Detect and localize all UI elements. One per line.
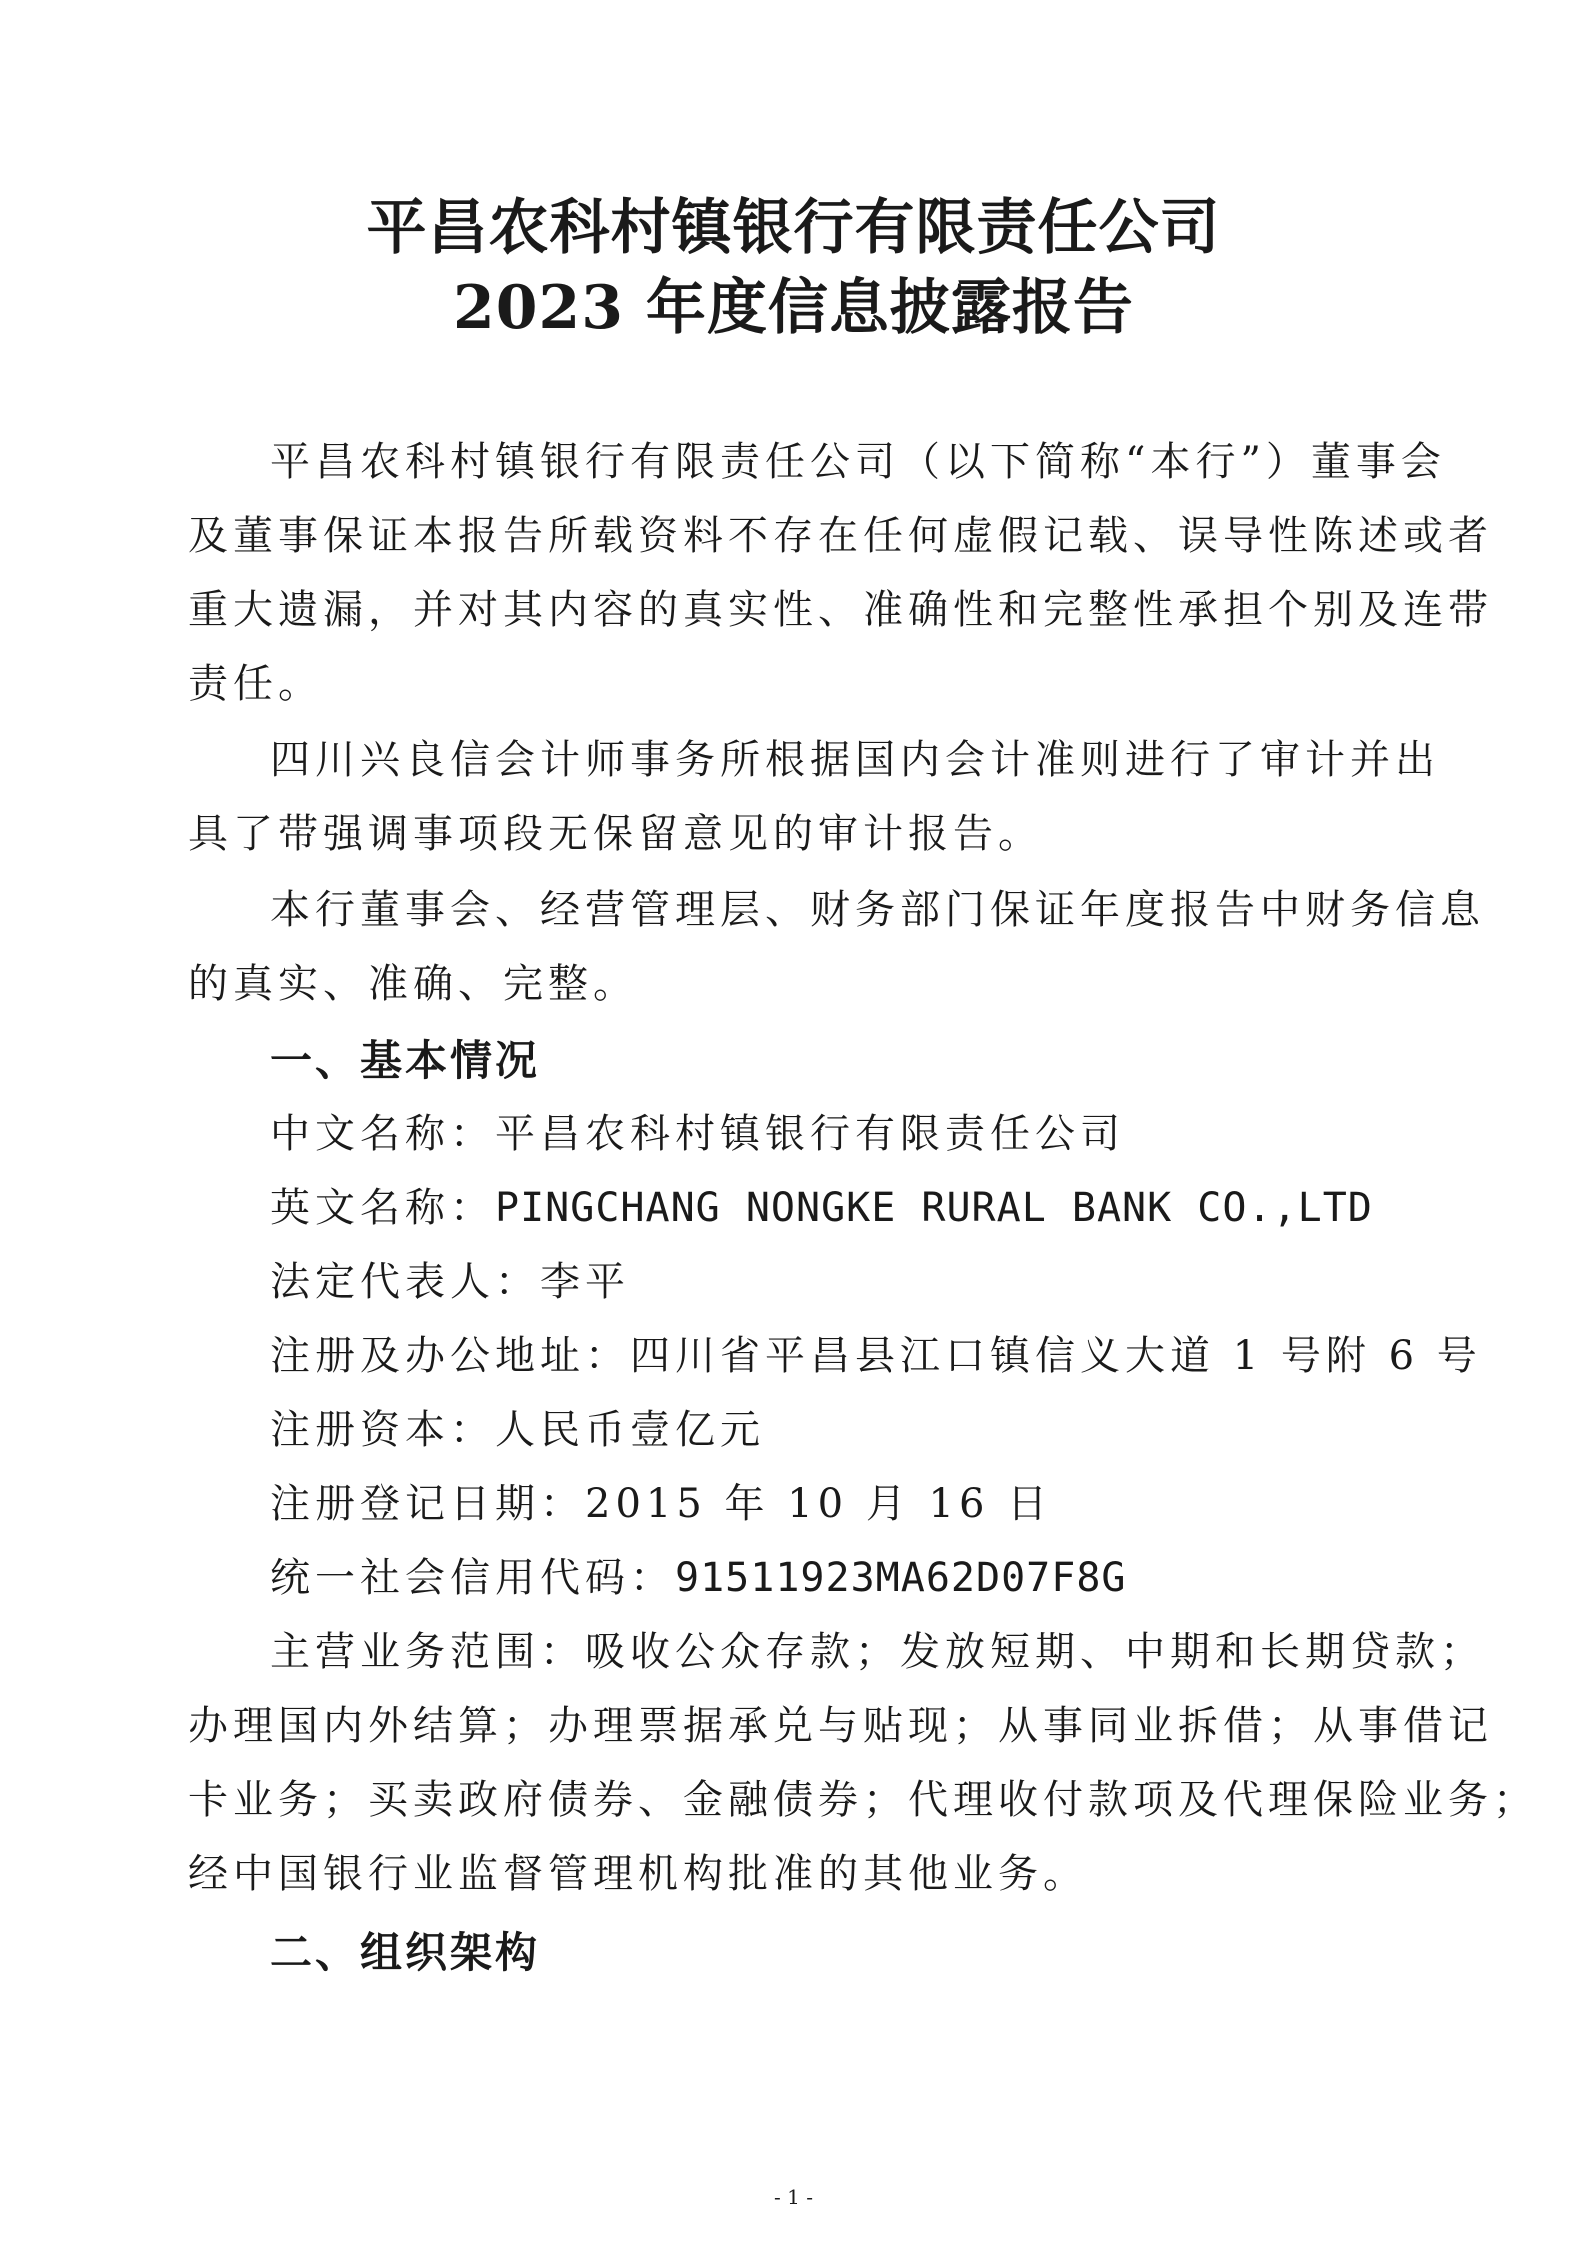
business-scope-line-2: 办理国内外结算；办理票据承兑与贴现；从事同业拆借；从事借记 xyxy=(188,1703,1493,1749)
report-title-line2: 2023 年度信息披露报告 xyxy=(453,273,1134,343)
english-name-label: 英文名称： xyxy=(270,1185,495,1231)
credit-code-label: 统一社会信用代码： xyxy=(270,1555,675,1601)
intro-paragraph-1-line-1: 平昌农科村镇银行有限责任公司（以下简称“本行”）董事会 xyxy=(270,439,1446,485)
business-scope-line-3: 卡业务；买卖政府债券、金融债券；代理收付款项及代理保险业务； xyxy=(188,1777,1538,1823)
english-name-value: PINGCHANG NONGKE RURAL BANK CO.,LTD xyxy=(495,1185,1373,1231)
page-number: - 1 - xyxy=(774,2185,813,2209)
address-line: 注册及办公地址：四川省平昌县江口镇信义大道 1 号附 6 号 xyxy=(270,1333,1482,1379)
report-title-line1: 平昌农科村镇银行有限责任公司 xyxy=(366,193,1221,263)
section-heading-basic-info: 一、基本情况 xyxy=(270,1036,541,1085)
section-heading-organization: 二、组织架构 xyxy=(270,1928,541,1977)
chinese-name-line: 中文名称：平昌农科村镇银行有限责任公司 xyxy=(270,1111,1125,1157)
english-name-line xyxy=(270,1184,1373,1232)
intro-paragraph-1-line-3: 重大遗漏，并对其内容的真实性、准确性和完整性承担个别及连带 xyxy=(188,587,1493,633)
intro-paragraph-1-line-2: 及董事保证本报告所载资料不存在任何虚假记载、误导性陈述或者 xyxy=(188,513,1493,559)
credit-code-line xyxy=(270,1554,1126,1602)
registered-capital-line: 注册资本：人民币壹亿元 xyxy=(270,1407,765,1453)
legal-representative-line: 法定代表人：李平 xyxy=(270,1259,630,1305)
credit-code-value: 91511923MA62D07F8G xyxy=(675,1555,1127,1601)
intro-paragraph-2-line-2: 具了带强调事项段无保留意见的审计报告。 xyxy=(188,811,1043,857)
intro-paragraph-3-line-1: 本行董事会、经营管理层、财务部门保证年度报告中财务信息 xyxy=(270,887,1485,933)
intro-paragraph-2-line-1: 四川兴良信会计师事务所根据国内会计准则进行了审计并出 xyxy=(270,737,1440,783)
business-scope-line-1: 主营业务范围：吸收公众存款；发放短期、中期和长期贷款； xyxy=(270,1629,1485,1675)
intro-paragraph-1-line-4: 责任。 xyxy=(188,661,323,707)
intro-paragraph-3-line-2: 的真实、准确、完整。 xyxy=(188,961,638,1007)
business-scope-line-4: 经中国银行业监督管理机构批准的其他业务。 xyxy=(188,1851,1088,1897)
registration-date-line: 注册登记日期：2015 年 10 月 16 日 xyxy=(270,1481,1053,1527)
